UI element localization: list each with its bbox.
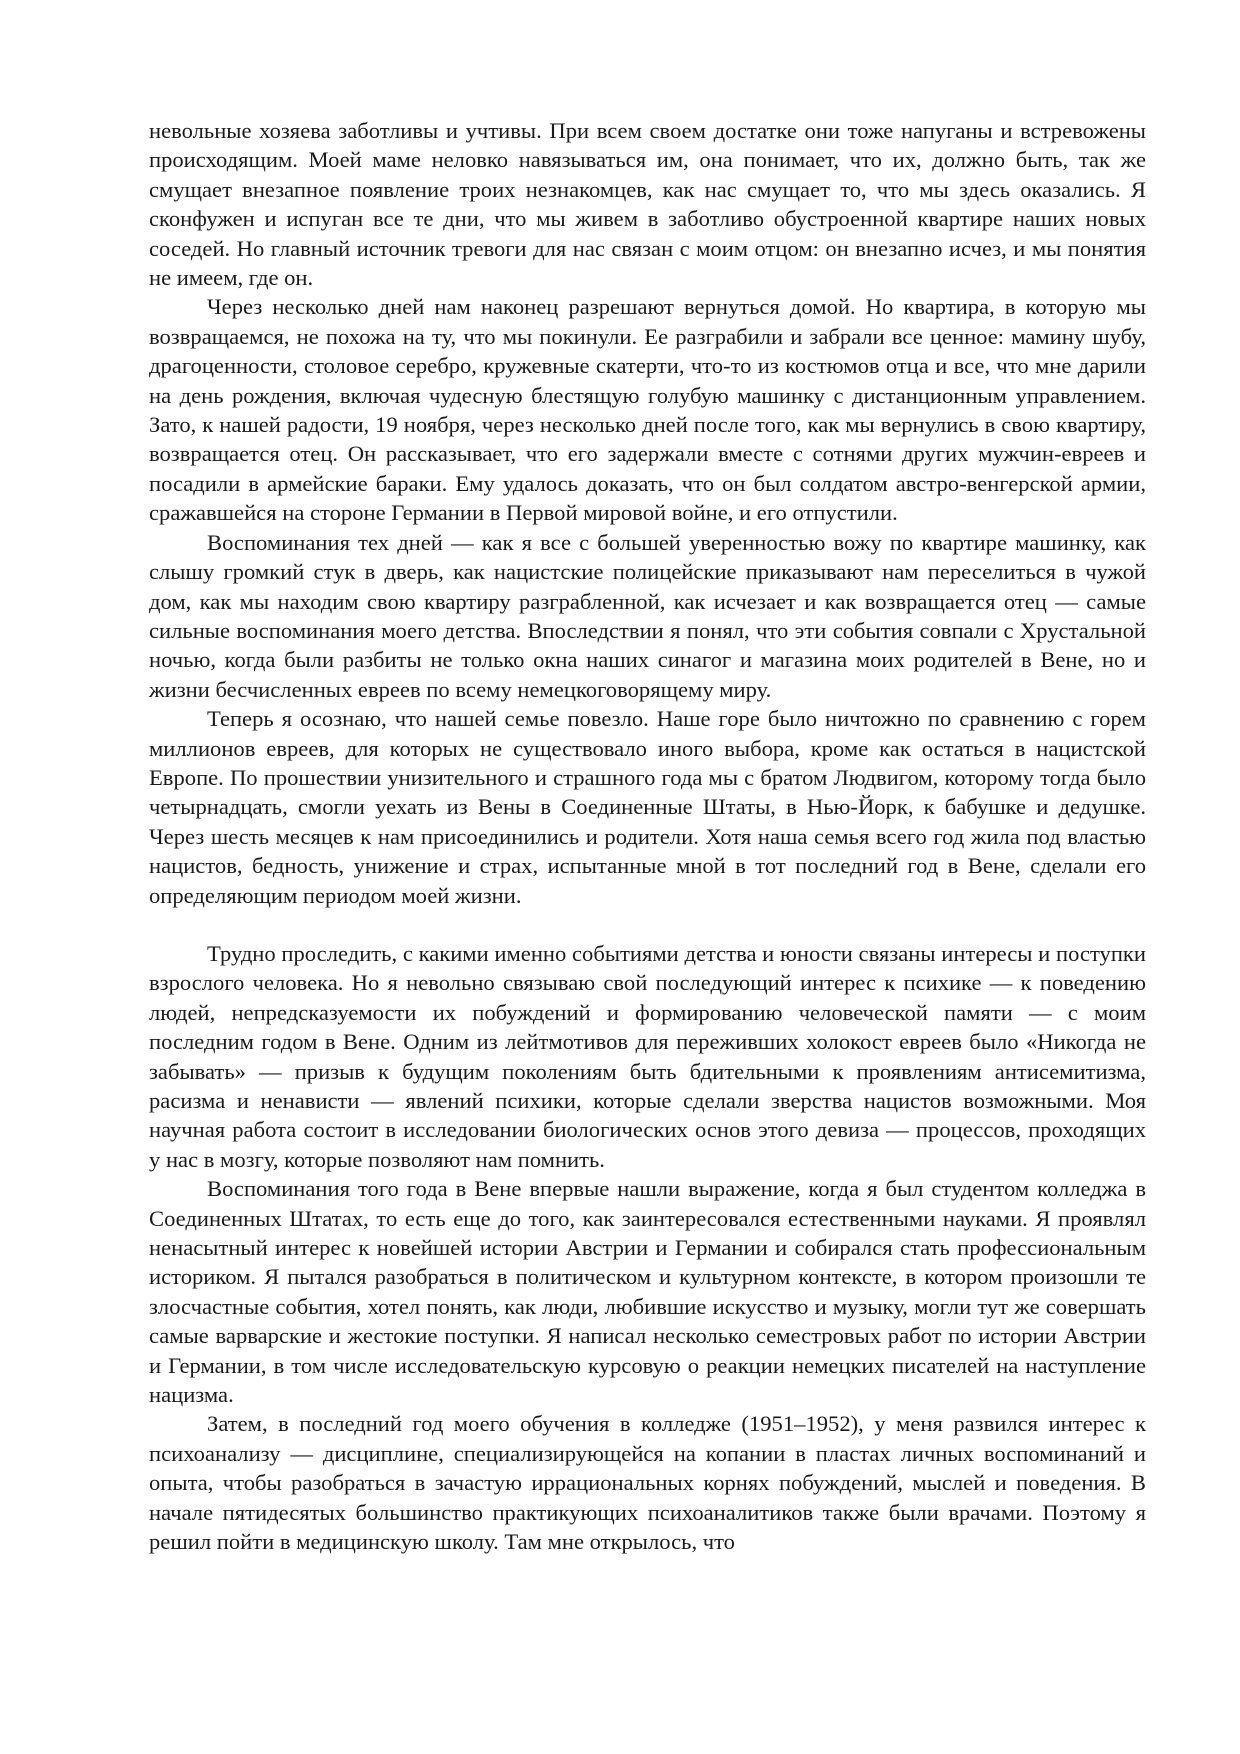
paragraph-7: Затем, в последний год моего обучения в колледже (1951–1952), у меня развился интерес к психоанализу — дисциплине, специализирующейся на копании в пластах личных воспоминаний и опыта, чтобы разобраться в зачастую иррациональных корнях побуждений, мыслей и поведения. В начале пятидесятых большинство практикующих психоаналитиков также были врачами. Поэтому я решил пойти в медицинскую школу. Там мне открылось, что bbox=[149, 1411, 1146, 1555]
document-page bbox=[149, 116, 1146, 1557]
paragraph-4: Теперь я осознаю, что нашей семье повезло. Наше горе было ничтожно по сравнению с горем миллионов евреев, для которых не существовало иного выбора, кроме как остаться в нацистской Европе. По прошествии унизительного и страшного года мы с братом Людвигом, которому тогда было четырнадцать, смогли уехать из Вены в Соединенные Штаты, в Нью-Йорк, к бабушке и дедушке. Через шесть месяцев к нам присоединились и родители. Хотя наша семья всего год жила под властью нацистов, бедность, унижение и страх, испытанные мной в тот последний год в Вене, сделали его определяющим периодом моей жизни. bbox=[149, 706, 1146, 908]
section-break bbox=[149, 910, 1146, 939]
paragraph-5: Трудно проследить, с какими именно событиями детства и юности связаны интересы и поступки взрослого человека. Но я невольно связываю свой последующий интерес к психике — к поведению людей, непредсказуемости их побуждений и формированию человеческой памяти — с моим последним годом в Вене. Одним из лейтмотивов для переживших холокост евреев было «Никогда не забывать» — призыв к будущим поколениям быть бдительными к проявлениям антисемитизма, расизма и ненависти — явлений психики, которые сделали зверства нацистов возможными. Моя научная работа состоит в исследовании биологических основ этого девиза — процессов, проходящих у нас в мозгу, которые позволяют нам помнить. bbox=[149, 940, 1146, 1172]
paragraph-3: Воспоминания тех дней — как я все с большей уверенностью вожу по квартире машинку, как слышу громкий стук в дверь, как нацистские полицейские приказывают нам переселиться в чужой дом, как мы находим свою квартиру разграбленной, как исчезает и как возвращается отец — самые сильные воспоминания моего детства. Впоследствии я понял, что эти события совпали с Хрустальной ночью, когда были разбиты не только окна наших синагог и магазина моих родителей в Вене, но и жизни бесчисленных евреев по всему немецкоговорящему миру. bbox=[149, 529, 1146, 702]
paragraph-2: Через несколько дней нам наконец разрешают вернуться домой. Но квартира, в которую мы возвращаемся, не похожа на ту, что мы покинули. Ее разграбили и забрали все ценное: мамину шубу, драгоценности, столовое серебро, кружевные скатерти, что-то из костюмов отца и все, что мне дарили на день рождения, включая чудесную блестящую голубую машинку с дистанционным управлением. Зато, к нашей радости, 19 ноября, через несколько дней после того, как мы вернулись в свою квартиру, возвращается отец. Он рассказывает, что его задержали вместе с сотнями других мужчин-евреев и посадили в армейские бараки. Ему удалось доказать, что он был солдатом австро-венгерской армии, сражавшейся на стороне Германии в Первой мировой войне, и его отпустили. bbox=[149, 294, 1146, 526]
paragraph-1: невольные хозяева заботливы и учтивы. При всем своем достатке они тоже напуганы и встревожены происходящим. Моей маме неловко навязываться им, она понимает, что их, должно быть, так же смущает внезапное появление троих незнакомцев, как нас смущает то, что мы здесь оказались. Я сконфужен и испуган все те дни, что мы живем в заботливо обустроенной квартире наших новых соседей. Но главный источник тревоги для нас связан с моим отцом: он внезапно исчез, и мы понятия не имеем, где он. bbox=[149, 118, 1146, 291]
paragraph-6: Воспоминания того года в Вене впервые нашли выражение, когда я был студентом колледжа в Соединенных Штатах, то есть еще до того, как заинтересовался естественными науками. Я проявлял ненасытный интерес к новейшей истории Австрии и Германии и собирался стать профессиональным историком. Я пытался разобраться в политическом и культурном контексте, в котором произошли те злосчастные события, хотел понять, как люди, любившие искусство и музыку, могли тут же совершать самые варварские и жестокие поступки. Я написал несколько семестровых работ по истории Австрии и Германии, в том числе исследовательскую курсовую о реакции немецких писателей на наступление нацизма. bbox=[149, 1176, 1146, 1408]
